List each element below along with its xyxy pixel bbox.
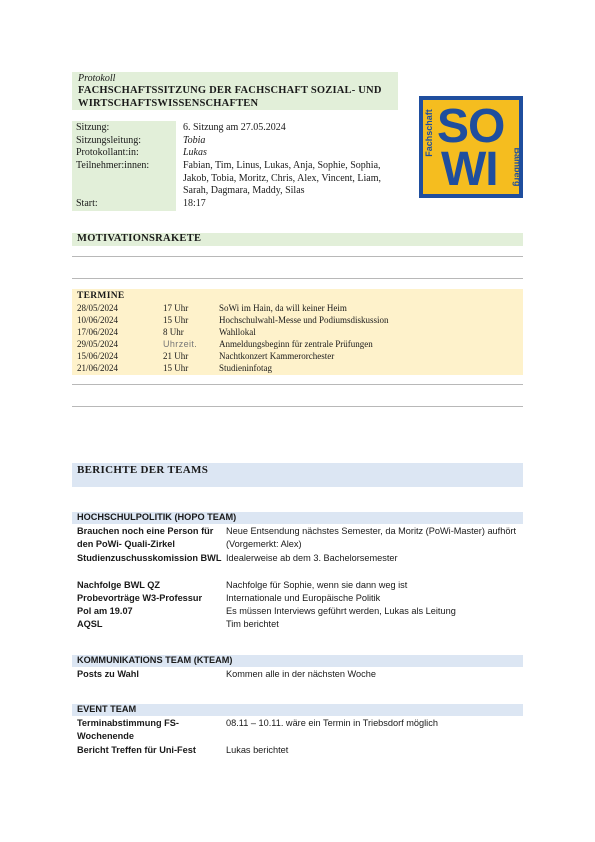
hopo-topic: Studienzuschusskomission BWL [77,553,222,563]
divider [72,384,523,385]
logo-yellow-field [423,100,523,196]
motivation-title: MOTIVATIONSRAKETE [77,233,202,244]
leitung-value: Tobia [183,135,206,146]
berichte-title: BERICHTE DER TEAMS [77,464,209,476]
termin-date: 21/06/2024 [77,363,119,373]
termin-event: Anmeldungsbeginn für zentrale Prüfungen [219,339,373,349]
termin-event: Wahllokal [219,327,256,337]
event-topic: Terminabstimmung FS-Wochenende [77,718,179,742]
event-text: 08.11 – 10.11. wäre ein Termin in Triebsdorf möglich [226,718,438,728]
termin-date: 28/05/2024 [77,303,119,313]
hopo-text: Tim berichtet [226,619,279,629]
hopo-text: Nachfolge für Sophie, wenn sie dann weg ist [226,580,408,590]
event-header-bar [72,704,523,716]
hopo-text: Es müssen Interviews geführt werden, Lukas als Leitung [226,606,456,616]
termin-time: 21 Uhr [163,351,189,361]
document-type-label: Protokoll [78,73,116,84]
termin-event: Studieninfotag [219,363,272,373]
start-value: 18:17 [183,198,206,209]
sitzung-label: Sitzung: [76,122,110,133]
hopo-topic: Pol am 19.07 [77,606,133,616]
kteam-title: KOMMUNIKATIONS TEAM (KTEAM) [77,655,233,665]
termin-time-placeholder: Uhrzeit. [163,339,198,349]
termin-date: 15/06/2024 [77,351,119,361]
hopo-text: Idealerweise ab dem 3. Bachelorsemester [226,553,398,563]
event-text: Lukas berichtet [226,745,289,755]
logo-side-bamberg: Bamberg [512,147,523,187]
kteam-text: Kommen alle in der nächsten Woche [226,669,376,679]
protokoll-value: Lukas [183,147,207,158]
document-title: FACHSCHAFTSSITZUNG DER FACHSCHAFT SOZIAL- UND WIRTSCHAFTSWISSENSCHAFTEN [78,85,382,109]
hopo-topic: Nachfolge BWL QZ [77,580,161,590]
termin-event: Nachtkonzert Kammerorchester [219,351,335,361]
sowi-logo [419,96,523,198]
start-label: Start: [76,198,98,209]
hopo-topic: AQSL [77,619,103,629]
divider [72,406,523,407]
logo-text-so: SO [437,100,505,153]
teilnehmer-value: Fabian, Tim, Linus, Lukas, Anja, Sophie, Sophia, Jakob, Tobia, Moritz, Chris, Alex, Vincent, Liam, Sarah, Dagmara, Maddy, Silas [183,160,382,197]
termin-date: 29/05/2024 [77,339,119,349]
logo-text-wi: WI [441,143,498,196]
hopo-text: Internationale und Europäische Politik [226,593,381,603]
sitzung-value: 6. Sitzung am 27.05.2024 [183,122,286,133]
termin-time: 15 Uhr [163,315,189,325]
hopo-text: Neue Entsendung nächstes Semester, da Moritz (PoWi-Master) aufhört (Vorgemerkt: Alex) [226,526,517,550]
kteam-topic: Posts zu Wahl [77,669,139,679]
protokoll-label: Protokollant:in: [76,147,139,158]
teilnehmer-label: Teilnehmer:innen: [76,160,150,171]
event-topic: Bericht Treffen für Uni-Fest [77,745,196,755]
hopo-topic: Brauchen noch eine Person für den PoWi- Quali-Zirkel [77,526,214,550]
divider [72,256,523,257]
termin-date: 17/06/2024 [77,327,119,337]
logo-side-fachschaft: Fachschaft [423,109,434,157]
event-title: EVENT TEAM [77,704,137,714]
hopo-title: HOCHSCHULPOLITIK (HOPO TEAM) [77,512,237,522]
termin-event: Hochschulwahl-Messe und Podiumsdiskussion [219,315,389,325]
termine-block [72,289,523,375]
hopo-topic: Probevorträge W3-Professur [77,593,203,603]
termine-title: TERMINE [77,291,125,301]
leitung-label: Sitzungsleitung: [76,135,141,146]
termin-event: SoWi im Hain, da will keiner Heim [219,303,347,313]
termin-time: 8 Uhr [163,327,184,337]
termin-time: 17 Uhr [163,303,189,313]
divider [72,278,523,279]
termin-time: 15 Uhr [163,363,189,373]
termin-date: 10/06/2024 [77,315,119,325]
